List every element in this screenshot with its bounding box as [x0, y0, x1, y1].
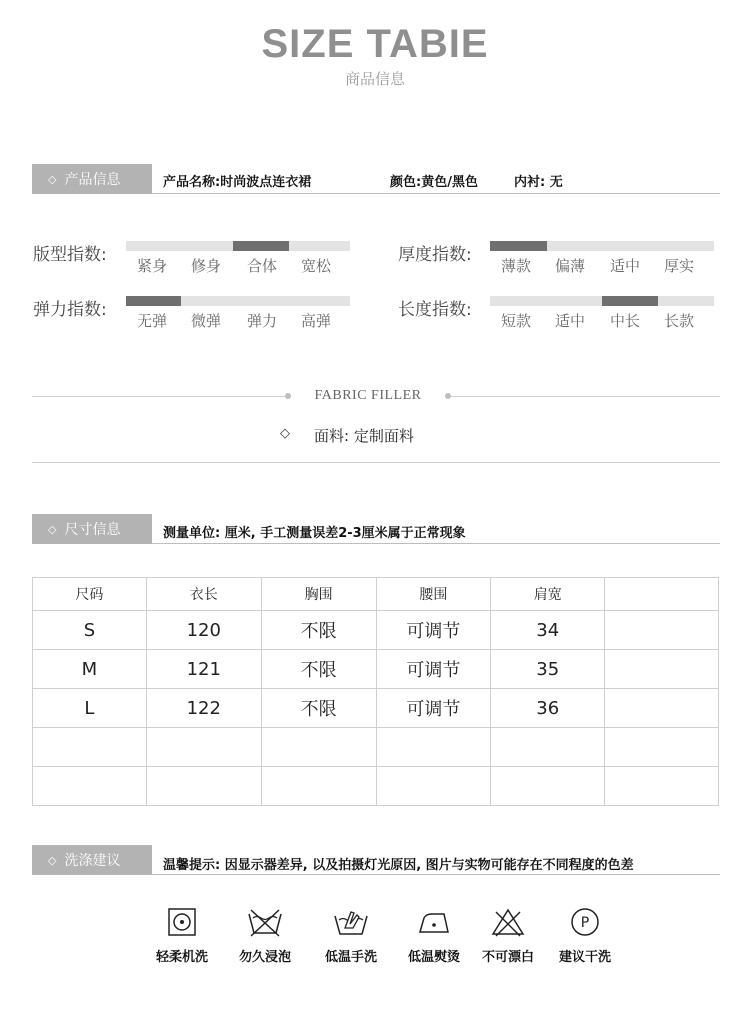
- table-cell: S: [33, 611, 147, 650]
- table-cell: 不限: [261, 689, 376, 728]
- size-note: 测量单位: 厘米, 手工测量误差2-3厘米属于正常现象: [163, 526, 466, 541]
- table-cell: [605, 611, 719, 650]
- table-cell: 不限: [261, 611, 376, 650]
- no-long-soak-icon: [245, 906, 285, 938]
- size-table: [32, 577, 719, 806]
- index-option: 适中: [555, 312, 586, 330]
- fabric-line-left: [32, 396, 286, 397]
- diamond-icon: ◇: [280, 426, 290, 441]
- care-label: 低温熨烫: [407, 950, 460, 965]
- index-option: 短款: [501, 312, 532, 330]
- index-scale-elasticity: [126, 296, 350, 336]
- table-cell: 121: [146, 650, 261, 689]
- product-lining: 内衬: 无: [514, 175, 563, 190]
- table-header-cell: [605, 578, 719, 611]
- section-tag-product-info: [32, 164, 152, 194]
- care-item: [316, 906, 386, 965]
- table-header-cell: 衣长: [146, 578, 261, 611]
- section-divider: [152, 874, 720, 875]
- section-tag-care: [32, 845, 152, 875]
- index-option: 适中: [610, 257, 641, 275]
- care-label: 轻柔机洗: [155, 950, 208, 965]
- table-cell: [261, 767, 376, 806]
- table-cell: 可调节: [376, 689, 491, 728]
- index-bar-fill: [126, 296, 181, 306]
- no-bleach-icon: [490, 906, 526, 938]
- table-header-row: [33, 578, 719, 611]
- table-cell: [33, 767, 147, 806]
- table-cell: 34: [491, 611, 605, 650]
- svg-text:P: P: [580, 915, 590, 931]
- table-cell: [33, 728, 147, 767]
- diamond-icon: ◇: [48, 522, 57, 536]
- table-row: [33, 650, 719, 689]
- section-divider: [152, 543, 720, 544]
- table-cell: 不限: [261, 650, 376, 689]
- section-tag-label: 尺寸信息: [64, 522, 121, 538]
- care-note: 温馨提示: 因显示器差异, 以及拍摄灯光原因, 图片与实物可能存在不同程度的色差: [163, 858, 634, 873]
- section-tag-label: 洗涤建议: [64, 853, 121, 869]
- index-option: 紧身: [137, 257, 168, 275]
- table-cell: L: [33, 689, 147, 728]
- table-cell: [261, 728, 376, 767]
- table-cell: [376, 767, 491, 806]
- fabric-value: 面料: 定制面料: [314, 427, 414, 445]
- table-header-cell: 肩宽: [491, 578, 605, 611]
- table-cell: [146, 728, 261, 767]
- table-header-cell: 胸围: [261, 578, 376, 611]
- table-row: [33, 689, 719, 728]
- table-cell: 可调节: [376, 611, 491, 650]
- table-cell: [605, 650, 719, 689]
- index-option: 弹力: [247, 312, 278, 330]
- index-option: 高弹: [301, 312, 332, 330]
- index-option: 无弹: [137, 312, 168, 330]
- table-row: [33, 767, 719, 806]
- index-bar: [490, 296, 714, 306]
- table-cell: 36: [491, 689, 605, 728]
- section-tag-size-info: [32, 514, 152, 544]
- index-bar: [126, 241, 350, 251]
- index-option: 微弹: [191, 312, 222, 330]
- table-cell: [605, 728, 719, 767]
- hand-wash-icon: [331, 906, 371, 938]
- table-cell: 122: [146, 689, 261, 728]
- care-item: [550, 906, 620, 965]
- index-option: 中长: [610, 312, 641, 330]
- fabric-bottom-line: [32, 462, 720, 463]
- care-item: [147, 906, 217, 965]
- table-cell: [146, 767, 261, 806]
- product-name: 产品名称:时尚波点连衣裙: [163, 175, 312, 190]
- index-bar: [126, 296, 350, 306]
- table-row: [33, 611, 719, 650]
- index-bar: [490, 241, 714, 251]
- index-option: 修身: [191, 257, 222, 275]
- table-cell: [376, 728, 491, 767]
- index-option: 宽松: [301, 257, 332, 275]
- table-cell: 120: [146, 611, 261, 650]
- table-header-cell: 腰围: [376, 578, 491, 611]
- index-bar-fill: [490, 241, 547, 251]
- section-divider: [152, 193, 720, 194]
- gentle-machine-wash-icon: [166, 906, 198, 938]
- index-option: 合体: [247, 257, 278, 275]
- index-option: 薄款: [501, 257, 532, 275]
- page-title: SIZE TABIE: [261, 22, 489, 66]
- table-cell: [605, 767, 719, 806]
- index-bar-fill: [233, 241, 289, 251]
- table-cell: 可调节: [376, 650, 491, 689]
- dry-clean-icon: [569, 906, 601, 938]
- index-bar-fill: [602, 296, 658, 306]
- fabric-line-right: [451, 396, 720, 397]
- care-item: [473, 906, 543, 965]
- table-row: [33, 728, 719, 767]
- index-scale-thickness: [490, 241, 714, 281]
- care-item: [230, 906, 300, 965]
- table-cell: 35: [491, 650, 605, 689]
- index-label-thickness: 厚度指数:: [398, 245, 472, 265]
- index-option: 长款: [664, 312, 695, 330]
- diamond-icon: ◇: [48, 172, 57, 186]
- table-cell: M: [33, 650, 147, 689]
- care-item: [399, 906, 469, 965]
- care-label: 低温手洗: [324, 950, 377, 965]
- index-option: 厚实: [664, 257, 695, 275]
- table-cell: [491, 767, 605, 806]
- table-header-cell: 尺码: [33, 578, 147, 611]
- diamond-icon: ◇: [48, 853, 57, 867]
- index-label-fit: 版型指数:: [33, 245, 107, 265]
- section-tag-label: 产品信息: [64, 172, 121, 188]
- page-subtitle: 商品信息: [344, 70, 405, 88]
- care-label: 不可漂白: [481, 950, 534, 965]
- low-iron-icon: [414, 906, 454, 938]
- dot-icon: [285, 393, 291, 399]
- product-color: 颜色:黄色/黑色: [390, 175, 478, 190]
- index-label-length: 长度指数:: [398, 300, 472, 320]
- index-scale-length: [490, 296, 714, 336]
- index-scale-fit: [126, 241, 350, 281]
- index-option: 偏薄: [555, 257, 586, 275]
- table-cell: [605, 689, 719, 728]
- fabric-title: FABRIC FILLER: [314, 388, 422, 403]
- care-label: 建议干洗: [558, 950, 611, 965]
- index-label-elasticity: 弹力指数:: [33, 300, 107, 320]
- care-label: 勿久浸泡: [238, 950, 291, 965]
- table-cell: [491, 728, 605, 767]
